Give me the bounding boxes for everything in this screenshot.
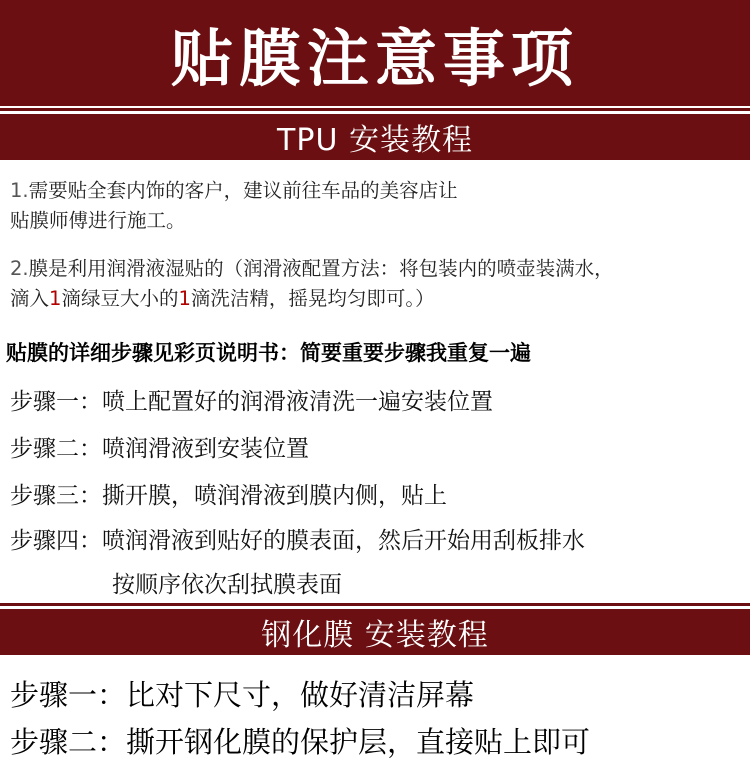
glass-step-1: 步骤一：比对下尺寸，做好清洁屏幕 [10,678,475,712]
tpu-step-3: 步骤三：撕开膜，喷润滑液到膜内侧，贴上 [10,483,447,509]
note-1 [10,176,745,236]
note-1-line-1 [10,176,745,206]
tpu-step-4: 步骤四：喷润滑液到贴好的膜表面，然后开始用刮板排水 [10,528,585,554]
divider [0,108,750,111]
note-2-text-2b: 滴绿豆大小的 [61,287,179,310]
note-1-text-1: 需要贴全套内饰的客户，建议前往车品的美容店让 [28,179,458,202]
glass-section-title: 钢化膜 安装教程 [261,618,489,653]
note-1-number: 1. [10,179,29,202]
title-banner [0,0,750,106]
drop-count-water: 1 [49,287,62,310]
detail-note: 贴膜的详细步骤见彩页说明书：简要重要步骤我重复一遍 [6,341,531,365]
divider [0,603,750,606]
note-2-text-2c: 滴洗洁精，摇晃均匀即可。） [190,287,435,310]
note-1-text-2: 贴膜师傅进行施工。 [10,209,186,232]
note-2 [10,254,745,314]
note-2-line-1 [10,254,745,284]
drop-count-soap: 1 [178,287,191,310]
note-2-line-2 [10,284,745,314]
tpu-step-1: 步骤一：喷上配置好的润滑液清洗一遍安装位置 [10,389,493,415]
glass-step-2: 步骤二：撕开钢化膜的保护层，直接贴上即可 [10,725,591,759]
tpu-section-title: TPU 安装教程 [277,123,473,158]
note-2-number: 2. [10,257,29,280]
tpu-step-4-continued: 按顺序依次刮拭膜表面 [112,572,342,598]
glass-section-header [0,609,750,655]
note-2-text-1: 膜是利用润滑液湿贴的（润滑液配置方法：将包装内的喷壶装满水， [28,257,614,280]
page-title: 贴膜注意事项 [170,21,579,95]
note-2-text-2a: 滴入 [10,287,50,310]
tpu-section-header [0,114,750,160]
tpu-step-2: 步骤二：喷润滑液到安装位置 [10,436,309,462]
